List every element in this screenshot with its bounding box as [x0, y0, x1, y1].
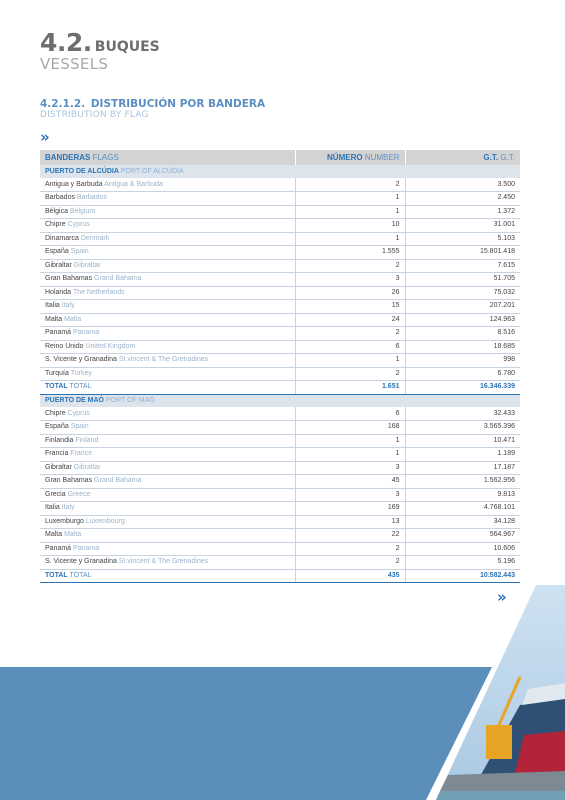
- header-number: NÚMERO NUMBER: [295, 150, 405, 165]
- table-row: [40, 205, 520, 219]
- flag-name-cell: Malta Malta: [40, 313, 295, 327]
- table-row: [40, 407, 520, 421]
- number-cell: 2: [295, 556, 405, 570]
- table-row: [40, 327, 520, 341]
- flag-name-cell: S. Vicente y Granadina St.vincent & The Grenadines: [40, 556, 295, 570]
- number-cell: 1: [295, 205, 405, 219]
- number-cell: 2: [295, 542, 405, 556]
- gt-cell: 32.433: [405, 407, 520, 421]
- table-row: [40, 475, 520, 489]
- subsection-subtitle: DISTRIBUTION BY FLAG: [40, 110, 149, 120]
- flag-name-cell: Reino Unido United Kingdom: [40, 340, 295, 354]
- total-number: 1.651: [295, 381, 405, 395]
- gt-cell: 564.967: [405, 529, 520, 543]
- table-row: [40, 273, 520, 287]
- flag-name-cell: Antigua y Barbuda Antigua & Barbuda: [40, 178, 295, 192]
- footer-artwork: [0, 585, 565, 800]
- gt-cell: 7.615: [405, 259, 520, 273]
- number-cell: 3: [295, 273, 405, 287]
- gt-cell: 8.516: [405, 327, 520, 341]
- table-row: [40, 542, 520, 556]
- gt-cell: 4.768.101: [405, 502, 520, 516]
- flag-name-cell: Dinamarca Denmark: [40, 232, 295, 246]
- page-header: [40, 28, 160, 73]
- port-group-row: [40, 394, 520, 407]
- header-gt: G.T. G.T.: [405, 150, 520, 165]
- double-chevron-icon: »: [497, 588, 504, 606]
- table-row: [40, 421, 520, 435]
- number-cell: 1.555: [295, 246, 405, 260]
- table-row: [40, 192, 520, 206]
- number-cell: 2: [295, 259, 405, 273]
- gt-cell: 51.705: [405, 273, 520, 287]
- number-cell: 2: [295, 367, 405, 381]
- gt-cell: 5.196: [405, 556, 520, 570]
- table-row: [40, 246, 520, 260]
- gt-cell: 1.562.956: [405, 475, 520, 489]
- number-cell: 1: [295, 354, 405, 368]
- flag-name-cell: Gran Bahamas Grand Bahama: [40, 475, 295, 489]
- gt-cell: 15.801.418: [405, 246, 520, 260]
- gt-cell: 2.450: [405, 192, 520, 206]
- gt-cell: 6.780: [405, 367, 520, 381]
- gt-cell: 10.606: [405, 542, 520, 556]
- flag-name-cell: S. Vicente y Granadina St.vincent & The Grenadines: [40, 354, 295, 368]
- table-row: [40, 232, 520, 246]
- number-cell: 2: [295, 327, 405, 341]
- gt-cell: 17.187: [405, 461, 520, 475]
- footer-blue-band: [0, 667, 492, 800]
- table-body: [40, 165, 520, 583]
- port-name: PUERTO DE ALCÚDIA PORT OF ALCÚDIA: [40, 165, 520, 178]
- table-row: [40, 502, 520, 516]
- flag-name-cell: Chipre Cyprus: [40, 407, 295, 421]
- gt-cell: 75.032: [405, 286, 520, 300]
- subsection-number: 4.2.1.2.: [40, 98, 86, 110]
- header-flags: BANDERAS FLAGS: [40, 150, 295, 165]
- port-group-row: [40, 165, 520, 178]
- gt-cell: 34.128: [405, 515, 520, 529]
- gt-cell: 124.963: [405, 313, 520, 327]
- total-row: [40, 381, 520, 395]
- gt-cell: 5.103: [405, 232, 520, 246]
- total-gt: 16.346.339: [405, 381, 520, 395]
- flag-name-cell: Malta Malta: [40, 529, 295, 543]
- number-cell: 169: [295, 502, 405, 516]
- number-cell: 15: [295, 300, 405, 314]
- table-row: [40, 515, 520, 529]
- table-row: [40, 367, 520, 381]
- flag-name-cell: Chipre Cyprus: [40, 219, 295, 233]
- table-row: [40, 529, 520, 543]
- number-cell: 6: [295, 407, 405, 421]
- table-row: [40, 448, 520, 462]
- number-cell: 1: [295, 232, 405, 246]
- flag-name-cell: España Spain: [40, 421, 295, 435]
- gt-cell: 18.685: [405, 340, 520, 354]
- flags-table: [40, 150, 520, 583]
- table-row: [40, 556, 520, 570]
- number-cell: 3: [295, 461, 405, 475]
- flag-name-cell: Luxemburgo Luxembourg: [40, 515, 295, 529]
- gt-cell: 207.201: [405, 300, 520, 314]
- port-name: PUERTO DE MAÓ PORT OF MAÓ: [40, 394, 520, 407]
- gt-cell: 3.565.396: [405, 421, 520, 435]
- port-photo-crane: [486, 725, 512, 759]
- number-cell: 2: [295, 178, 405, 192]
- number-cell: 1: [295, 434, 405, 448]
- section-title: BUQUES: [94, 39, 160, 55]
- table-row: [40, 178, 520, 192]
- table-row: [40, 488, 520, 502]
- total-row: [40, 569, 520, 583]
- gt-cell: 31.001: [405, 219, 520, 233]
- gt-cell: 10.471: [405, 434, 520, 448]
- number-cell: 1: [295, 192, 405, 206]
- flag-name-cell: Francia France: [40, 448, 295, 462]
- number-cell: 45: [295, 475, 405, 489]
- flag-name-cell: Finlandia Finland: [40, 434, 295, 448]
- gt-cell: 998: [405, 354, 520, 368]
- number-cell: 1: [295, 448, 405, 462]
- table-row: [40, 219, 520, 233]
- table-row: [40, 286, 520, 300]
- gt-cell: 3.500: [405, 178, 520, 192]
- total-gt: 10.582.443: [405, 569, 520, 583]
- number-cell: 168: [295, 421, 405, 435]
- flag-name-cell: Grecia Greece: [40, 488, 295, 502]
- subsection-title: DISTRIBUCIÓN POR BANDERA: [90, 98, 266, 110]
- gt-cell: 1.189: [405, 448, 520, 462]
- total-label: TOTAL TOTAL: [40, 569, 295, 583]
- section-number: 4.2.: [40, 28, 92, 57]
- number-cell: 3: [295, 488, 405, 502]
- table-row: [40, 354, 520, 368]
- double-chevron-icon: »: [40, 128, 47, 146]
- table-row: [40, 313, 520, 327]
- flag-name-cell: Gran Bahamas Grand Bahama: [40, 273, 295, 287]
- flag-name-cell: Panamá Panama: [40, 542, 295, 556]
- number-cell: 26: [295, 286, 405, 300]
- flag-name-cell: Turquía Turkey: [40, 367, 295, 381]
- table-row: [40, 259, 520, 273]
- total-number: 435: [295, 569, 405, 583]
- gt-cell: 9.813: [405, 488, 520, 502]
- number-cell: 10: [295, 219, 405, 233]
- flag-name-cell: Barbados Barbados: [40, 192, 295, 206]
- total-label: TOTAL TOTAL: [40, 381, 295, 395]
- table-row: [40, 340, 520, 354]
- number-cell: 6: [295, 340, 405, 354]
- flag-name-cell: Holanda The Netherlands: [40, 286, 295, 300]
- flag-name-cell: Italia Italy: [40, 300, 295, 314]
- number-cell: 13: [295, 515, 405, 529]
- flag-name-cell: Gibraltar Gibraltar: [40, 259, 295, 273]
- flag-name-cell: España Spain: [40, 246, 295, 260]
- table-row: [40, 461, 520, 475]
- subsection-heading: [40, 98, 265, 120]
- flag-name-cell: Italia Italy: [40, 502, 295, 516]
- table-header-row: [40, 150, 520, 165]
- flag-name-cell: Gibraltar Gibraltar: [40, 461, 295, 475]
- flag-name-cell: Bélgica Belgium: [40, 205, 295, 219]
- section-subtitle: VESSELS: [40, 55, 109, 73]
- table-row: [40, 300, 520, 314]
- table-row: [40, 434, 520, 448]
- number-cell: 24: [295, 313, 405, 327]
- flag-name-cell: Panamá Panama: [40, 327, 295, 341]
- port-photo-water: [436, 791, 565, 800]
- number-cell: 22: [295, 529, 405, 543]
- gt-cell: 1.372: [405, 205, 520, 219]
